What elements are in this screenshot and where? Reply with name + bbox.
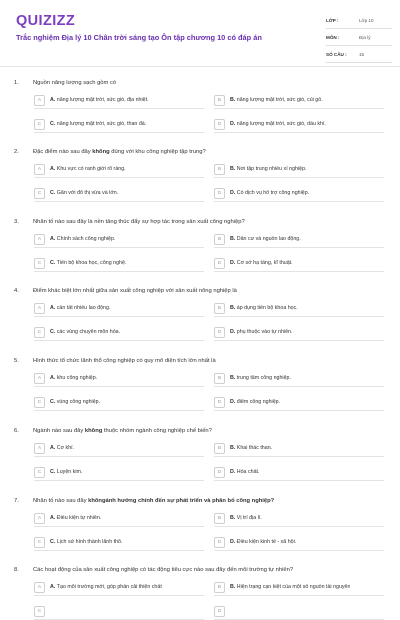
option-letter-box: C xyxy=(34,606,45,617)
option-letter-box: C xyxy=(34,119,45,130)
answer-option-d[interactable] xyxy=(214,185,384,202)
answer-option-d[interactable] xyxy=(214,255,384,272)
question-number: 7. xyxy=(14,498,19,504)
answer-option-c[interactable] xyxy=(34,116,204,133)
option-text xyxy=(230,329,292,335)
answer-option-a[interactable] xyxy=(34,370,204,387)
option-text-body: Lịch sử hình thành lãnh thổ. xyxy=(56,539,123,545)
option-text-body: Khu vực có ranh giới rõ ràng. xyxy=(56,166,126,172)
quizizz-logo: QUIZIZZ xyxy=(16,13,76,29)
option-text xyxy=(50,584,162,590)
option-text xyxy=(50,539,122,545)
option-text xyxy=(50,515,101,521)
question-number: 6. xyxy=(14,428,19,434)
option-text-body: năng lượng mặt trời, sức gió, dầu khí. xyxy=(236,121,326,127)
option-letter-label: D xyxy=(230,190,234,196)
option-letter-box: A xyxy=(34,234,45,245)
option-letter-box: C xyxy=(34,188,45,199)
option-text-body: Cơ khí. xyxy=(56,445,75,451)
option-letter-box: D xyxy=(214,258,225,269)
option-letter-label: D xyxy=(230,121,234,127)
option-text-body: Tiến bộ khoa học, công nghệ. xyxy=(56,260,127,266)
option-text-body: vùng công nghiệp. xyxy=(56,399,101,405)
option-text xyxy=(230,305,298,311)
question-text-part: Nhân tố nào sau đây là nền tảng thúc đẩy sự hợp tác trong sản xuất công nghiệp? xyxy=(33,219,245,225)
question-text xyxy=(33,288,237,294)
option-letter-box: B xyxy=(214,164,225,175)
question-text-emphasis: không xyxy=(92,149,110,155)
option-letter-label: D xyxy=(230,539,234,545)
question-text-part: đúng với khu công nghiệp tập trung? xyxy=(109,149,206,155)
option-letter-dot: . xyxy=(233,399,237,405)
answer-option-d[interactable] xyxy=(214,534,384,551)
answer-option-c[interactable] xyxy=(34,534,204,551)
option-text-body: phụ thuộc vào tự nhiên. xyxy=(236,329,293,335)
answer-option-c[interactable] xyxy=(34,464,204,481)
option-letter-label: B xyxy=(230,236,234,242)
option-letter-dot: . xyxy=(53,539,57,545)
option-text xyxy=(50,190,118,196)
answer-option-b[interactable] xyxy=(214,300,384,317)
option-letter-box: D xyxy=(214,537,225,548)
question-text xyxy=(33,428,212,434)
option-letter-label: B xyxy=(230,305,234,311)
option-letter-box: A xyxy=(34,582,45,593)
option-text xyxy=(50,329,120,335)
answer-option-c[interactable] xyxy=(34,603,204,620)
option-letter-box: A xyxy=(34,443,45,454)
option-text xyxy=(230,166,307,172)
question-number: 8. xyxy=(14,567,19,573)
option-letter-label: A xyxy=(50,445,54,451)
option-letter-box: C xyxy=(34,537,45,548)
option-text-body: trung tâm công nghiệp. xyxy=(236,375,291,381)
option-letter-box: D xyxy=(214,397,225,408)
option-letter-dot: . xyxy=(233,375,237,381)
answer-option-d[interactable] xyxy=(214,324,384,341)
option-letter-box: D xyxy=(214,119,225,130)
answer-option-b[interactable] xyxy=(214,161,384,178)
option-letter-label: C xyxy=(50,399,54,405)
option-letter-dot: . xyxy=(233,329,237,335)
answer-option-b[interactable] xyxy=(214,92,384,109)
option-letter-dot: . xyxy=(233,584,237,590)
option-text xyxy=(50,445,74,451)
option-text xyxy=(230,445,272,451)
option-letter-box: A xyxy=(34,95,45,106)
option-letter-label: B xyxy=(230,445,234,451)
question-number: 4. xyxy=(14,288,19,294)
option-letter-label: D xyxy=(230,469,234,475)
option-letter-dot: . xyxy=(53,190,57,196)
option-letter-box: C xyxy=(34,467,45,478)
option-letter-box: C xyxy=(34,397,45,408)
option-text xyxy=(230,584,350,590)
option-letter-label: C xyxy=(50,469,54,475)
answer-option-d[interactable] xyxy=(214,394,384,411)
option-letter-label: C xyxy=(50,329,54,335)
question-number: 1. xyxy=(14,80,19,86)
option-letter-label: D xyxy=(230,329,234,335)
option-letter-label: A xyxy=(50,305,54,311)
option-letter-dot: . xyxy=(53,375,57,381)
option-letter-box: B xyxy=(214,95,225,106)
option-letter-dot: . xyxy=(233,190,237,196)
option-text-body: Luyện kim. xyxy=(56,469,83,475)
option-text-body: Điều kiện tự nhiên. xyxy=(56,515,102,521)
option-letter-label: B xyxy=(230,166,234,172)
option-text xyxy=(230,515,262,521)
option-letter-label: D xyxy=(230,260,234,266)
option-text-body: cần tất nhiều lao động. xyxy=(56,305,111,311)
question-text xyxy=(33,567,293,573)
option-letter-dot: . xyxy=(53,469,57,475)
answer-option-c[interactable] xyxy=(34,255,204,272)
question-text-part: thuộc nhóm ngành công nghiệp chế biến? xyxy=(102,428,212,434)
option-text-body: Có dịch vụ hỗ trợ công nghiệp. xyxy=(236,190,310,196)
option-text-body: áp dụng tiến bộ khoa học. xyxy=(236,305,298,311)
meta-value: 15 xyxy=(359,51,365,57)
option-letter-box: A xyxy=(34,303,45,314)
option-text xyxy=(50,469,82,475)
option-letter-box: B xyxy=(214,582,225,593)
question-text xyxy=(33,80,116,86)
option-text-body: các vùng chuyên môn hóa. xyxy=(56,329,121,335)
option-text-body: điểm công nghiệp. xyxy=(236,399,281,405)
option-text-body: Tạo môi trường mới, góp phần cải thiện chất xyxy=(56,584,162,590)
option-letter-label: B xyxy=(230,515,234,521)
option-text-body: Hóa chất. xyxy=(236,469,260,475)
option-text xyxy=(230,190,309,196)
answer-option-c[interactable] xyxy=(34,185,204,202)
option-text-body: Cơ sở hạ tầng, kĩ thuật. xyxy=(236,260,293,266)
option-text-body: năng lượng mặt trời, sức gió, củi gỗ. xyxy=(236,97,323,103)
question-text-emphasis: khôngảnh hưởng chính đến sự phát triển và phân bố công nghiệp? xyxy=(88,498,275,504)
option-letter-dot: . xyxy=(53,97,57,103)
option-text xyxy=(230,539,296,545)
option-letter-label: A xyxy=(50,236,54,242)
meta-row-subject xyxy=(326,29,392,46)
option-text-body: năng lượng mặt trời, sức gió, than đá. xyxy=(56,121,147,127)
option-letter-label: B xyxy=(230,375,234,381)
option-letter-dot: . xyxy=(233,166,237,172)
option-text-body: Khai thác than. xyxy=(236,445,273,451)
option-letter-dot: . xyxy=(233,236,237,242)
option-text-body: Vị trí địa lí. xyxy=(236,515,262,521)
option-letter-box: C xyxy=(34,327,45,338)
option-letter-dot: . xyxy=(53,305,57,311)
option-letter-dot: . xyxy=(233,260,237,266)
option-letter-label: A xyxy=(50,375,54,381)
option-letter-box: B xyxy=(214,234,225,245)
option-text xyxy=(230,121,326,127)
option-letter-box: D xyxy=(214,467,225,478)
option-letter-dot: . xyxy=(53,515,57,521)
option-letter-dot: . xyxy=(53,445,57,451)
question-number: 5. xyxy=(14,358,19,364)
option-text xyxy=(50,375,97,381)
question-text-part: Hình thức tổ chức lãnh thổ công nghiệp có quy mô diện tích lớn nhất là xyxy=(33,358,216,364)
option-letter-box: D xyxy=(214,327,225,338)
option-text-body: Chính sách công nghiệp. xyxy=(56,236,116,242)
option-letter-box: A xyxy=(34,164,45,175)
option-letter-label: C xyxy=(50,260,54,266)
option-letter-dot: . xyxy=(233,445,237,451)
meta-row-count xyxy=(326,46,392,63)
option-letter-dot: . xyxy=(53,329,57,335)
option-letter-dot: . xyxy=(233,121,237,127)
option-text-body: khu công nghiệp. xyxy=(56,375,98,381)
option-text xyxy=(50,121,146,127)
answer-option-a[interactable] xyxy=(34,300,204,317)
option-text-body: Điều kiện kinh tế - xã hội. xyxy=(236,539,297,545)
answer-option-c[interactable] xyxy=(34,394,204,411)
option-text xyxy=(230,375,291,381)
meta-label: MÔN : xyxy=(326,34,340,40)
option-letter-box: B xyxy=(214,303,225,314)
question-text-part: Ngành nào sau đây xyxy=(33,428,85,434)
option-letter-label: C xyxy=(50,190,54,196)
meta-value: Địa lý xyxy=(359,34,371,40)
question-text-part: Nhân tố nào sau đây xyxy=(33,498,89,504)
meta-label: SỐ CÂU : xyxy=(326,51,347,57)
option-text-body: Nơi tập trung nhiều xí nghiệp. xyxy=(236,166,307,172)
option-letter-label: A xyxy=(50,166,54,172)
option-letter-label: C xyxy=(50,121,54,127)
answer-option-b[interactable] xyxy=(214,440,384,457)
option-letter-dot: . xyxy=(53,260,57,266)
question-text-part: Điểm khác biệt lớn nhất giữa sản xuất công nghiệp với sản xuất nông nghiệp là xyxy=(33,288,237,294)
option-letter-dot: . xyxy=(233,97,237,103)
option-letter-dot: . xyxy=(233,305,237,311)
answer-option-a[interactable] xyxy=(34,440,204,457)
option-letter-dot: . xyxy=(53,166,57,172)
option-text xyxy=(50,260,126,266)
question-text-part: Nguồn năng lượng sạch gồm có xyxy=(33,80,117,86)
option-letter-box: C xyxy=(34,258,45,269)
option-letter-label: C xyxy=(50,539,54,545)
question-text xyxy=(33,219,245,225)
answer-option-a[interactable] xyxy=(34,579,204,596)
option-letter-box: D xyxy=(214,188,225,199)
option-letter-label: B xyxy=(230,97,234,103)
option-letter-label: B xyxy=(230,584,234,590)
answer-option-d[interactable] xyxy=(214,116,384,133)
answer-option-d[interactable] xyxy=(214,464,384,481)
header-divider xyxy=(0,66,400,67)
answer-option-b[interactable] xyxy=(214,231,384,248)
option-letter-label: A xyxy=(50,97,54,103)
question-text xyxy=(33,149,206,155)
option-letter-box: B xyxy=(214,373,225,384)
answer-option-a[interactable] xyxy=(34,231,204,248)
option-text xyxy=(50,166,126,172)
option-text xyxy=(230,236,301,242)
option-letter-box: D xyxy=(214,606,225,617)
option-text-body: Gắn với đô thị vừa và lớn. xyxy=(56,190,119,196)
option-letter-dot: . xyxy=(233,515,237,521)
option-text-body: Dân cư và nguồn lao động. xyxy=(236,236,301,242)
option-letter-dot: . xyxy=(53,584,57,590)
option-letter-box: A xyxy=(34,513,45,524)
option-text xyxy=(230,399,280,405)
option-text-body: năng lượng mặt trời, sức gió, địa nhiệt. xyxy=(56,97,149,103)
question-number: 3. xyxy=(14,219,19,225)
question-text xyxy=(33,358,216,364)
option-text xyxy=(50,236,115,242)
meta-label: LỚP : xyxy=(326,17,339,23)
answer-option-a[interactable] xyxy=(34,161,204,178)
answer-option-b[interactable] xyxy=(214,579,384,596)
question-number: 2. xyxy=(14,149,19,155)
option-letter-dot: . xyxy=(233,539,237,545)
meta-value: Lớp 10 xyxy=(359,17,374,23)
answer-option-b[interactable] xyxy=(214,510,384,527)
option-text-body: Hiện trạng cạn kiệt của một số nguồn tài nguyên xyxy=(236,584,351,590)
option-text xyxy=(230,260,293,266)
answer-option-a[interactable] xyxy=(34,92,204,109)
option-text xyxy=(50,399,100,405)
answer-option-a[interactable] xyxy=(34,510,204,527)
option-letter-label: A xyxy=(50,515,54,521)
option-letter-label: A xyxy=(50,584,54,590)
question-text-emphasis: không xyxy=(84,428,103,434)
option-letter-box: B xyxy=(214,443,225,454)
option-letter-dot: . xyxy=(233,469,237,475)
option-letter-box: A xyxy=(34,373,45,384)
option-text xyxy=(50,97,149,103)
option-letter-label: D xyxy=(230,399,234,405)
option-text xyxy=(230,469,259,475)
option-letter-dot: . xyxy=(53,121,57,127)
page-title: Trắc nghiệm Địa lý 10 Chân trời sáng tạo Ôn tập chương 10 có đáp án xyxy=(16,33,262,42)
option-letter-dot: . xyxy=(53,236,57,242)
answer-option-c[interactable] xyxy=(34,324,204,341)
meta-table xyxy=(326,12,392,63)
answer-option-b[interactable] xyxy=(214,370,384,387)
question-text xyxy=(33,498,274,504)
option-letter-dot: . xyxy=(53,399,57,405)
meta-row-class xyxy=(326,12,392,29)
question-text-part: Các hoạt động của sản xuất công nghiệp có tác động tiêu cực nào sau đây đến môi trường tự nhiên? xyxy=(33,567,294,573)
answer-option-d[interactable] xyxy=(214,603,384,620)
option-text xyxy=(230,97,323,103)
option-letter-box: B xyxy=(214,513,225,524)
option-text xyxy=(50,305,110,311)
question-text-part: Đặc điểm nào sau đây xyxy=(33,149,93,155)
